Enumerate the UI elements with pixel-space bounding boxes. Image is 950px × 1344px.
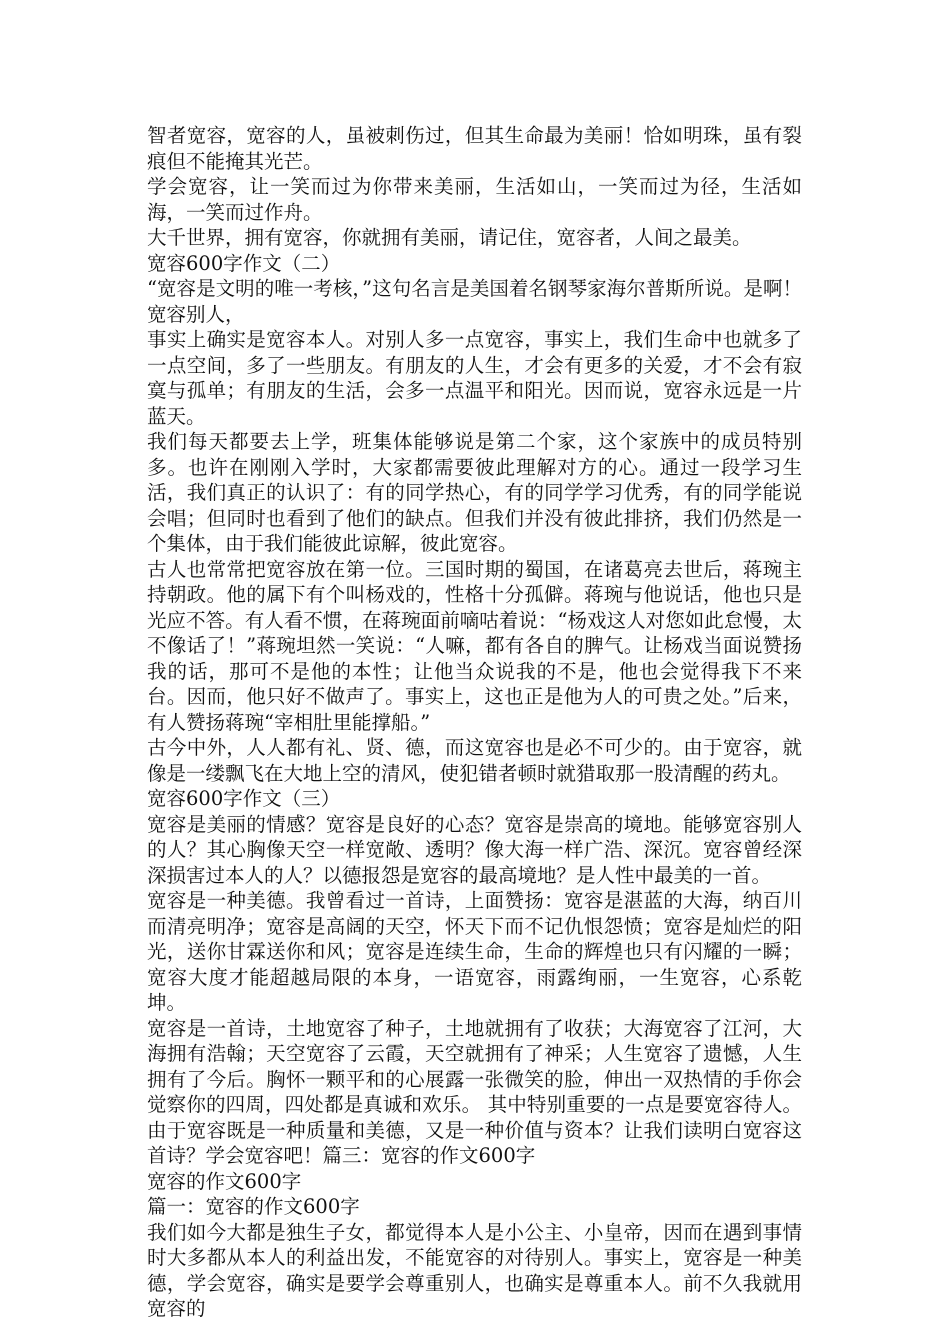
paragraph: “宽容是文明的唯一考核，”这句名言是美国着名钢琴家海尔普斯所说。是啊！宽容别人， [147,277,802,326]
paragraph: 智者宽容，宽容的人，虽被刺伤过，但其生命最为美丽！恰如明珠，虽有裂痕但不能掩其光芒。 [147,124,802,173]
paragraph: 大千世界，拥有宽容，你就拥有美丽，请记住，宽容者，人间之最美。 [147,226,752,249]
paragraph: 宽容是一首诗，土地宽容了种子，土地就拥有了收获；大海宽容了江河，大海拥有浩翰；天空宽容了云霞，天空就拥有了神采；人生宽容了遗憾，人生拥有了今后。胸怀一颗平和的心展露一张微笑的脸，伸出一双热情的手你会觉察你的四周，四处都是真诚和欢乐。 其中特别重要的一点是要宽容待人。由于宽容既是一种质量和美德，又是一种价值与资本？让我们读明白宽容这首诗？学会宽容吧！篇三：宽容的作文600字 [147,1016,802,1167]
paragraph: 宽容是一种美德。我曾看过一首诗，上面赞扬：宽容是湛蓝的大海，纳百川而清亮明净；宽容是高阔的天空，怀天下而不记仇恨怨愤；宽容是灿烂的阳光，送你甘霖送你和风；宽容是连续生命，生命的辉煌也只有闪耀的一瞬；宽容大度才能超越局限的本身，一语宽容，雨露绚丽，一生宽容，心系乾坤。 [147,889,802,1014]
document-body [147,123,802,1322]
section-heading: 宽容的作文600字 [147,1169,302,1193]
paragraph: 事实上确实是宽容本人。对别人多一点宽容，事实上，我们生命中也就多了一点空间，多了一些朋友。有朋友的人生，才会有更多的关爱，才不会有寂寞与孤单；有朋友的生活，会多一点温平和阳光。因而说，宽容永远是一片蓝天。 [147,328,802,428]
paragraph: 古人也常常把宽容放在第一位。三国时期的蜀国，在诸葛亮去世后，蒋琬主持朝政。他的属下有个叫杨戏的，性格十分孤僻。蒋琬与他说话，他也只是光应不答。有人看不惯，在蒋琬面前嘀咕着说：“杨戏这人对您如此怠慢，太不像话了！”蒋琬坦然一笑说：“人嘛，都有各自的脾气。让杨戏当面说赞扬我的话，那可不是他的本性；让他当众说我的不是，他也会觉得我下不来台。因而，他只好不做声了。事实上，这也正是他为人的可贵之处。”后来，有人赞扬蒋琬“宰相肚里能撑船。” [147,557,802,734]
section-heading: 篇一：宽容的作文600字 [147,1195,360,1218]
section-heading: 宽容600字作文（二） [147,251,341,275]
paragraph: 宽容是美丽的情感？宽容是良好的心态？宽容是崇高的境地。能够宽容别人的人？其心胸像天空一样宽敞、透明？像大海一样广浩、深沉。宽容曾经深深损害过本人的人？以德报怨是宽容的最高境地？是人性中最美的一首。 [147,812,802,887]
paragraph: 学会宽容，让一笑而过为你带来美丽，生活如山，一笑而过为径，生活如海，一笑而过作舟。 [147,175,802,224]
paragraph: 我们如今大都是独生子女，都觉得本人是小公主、小皇帝，因而在遇到事情时大多都从本人的利益出发，不能宽容的对待别人。事实上，宽容是一种美德，学会宽容，确实是要学会尊重别人，也确实是尊重本人。前不久我就用宽容的 [147,1220,802,1320]
paragraph: 我们每天都要去上学，班集体能够说是第二个家，这个家族中的成员特别多。也许在刚刚入学时，大家都需要彼此理解对方的心。通过一段学习生活，我们真正的认识了：有的同学热心，有的同学学习优秀，有的同学能说会唱；但同时也看到了他们的缺点。但我们并没有彼此排挤，我们仍然是一个集体，由于我们能彼此谅解，彼此宽容。 [147,430,802,555]
paragraph: 古今中外，人人都有礼、贤、德，而这宽容也是必不可少的。由于宽容，就像是一缕飘飞在大地上空的清风，使犯错者顿时就猎取那一股清醒的药丸。 [147,736,802,785]
section-heading: 宽容600字作文（三） [147,787,341,810]
